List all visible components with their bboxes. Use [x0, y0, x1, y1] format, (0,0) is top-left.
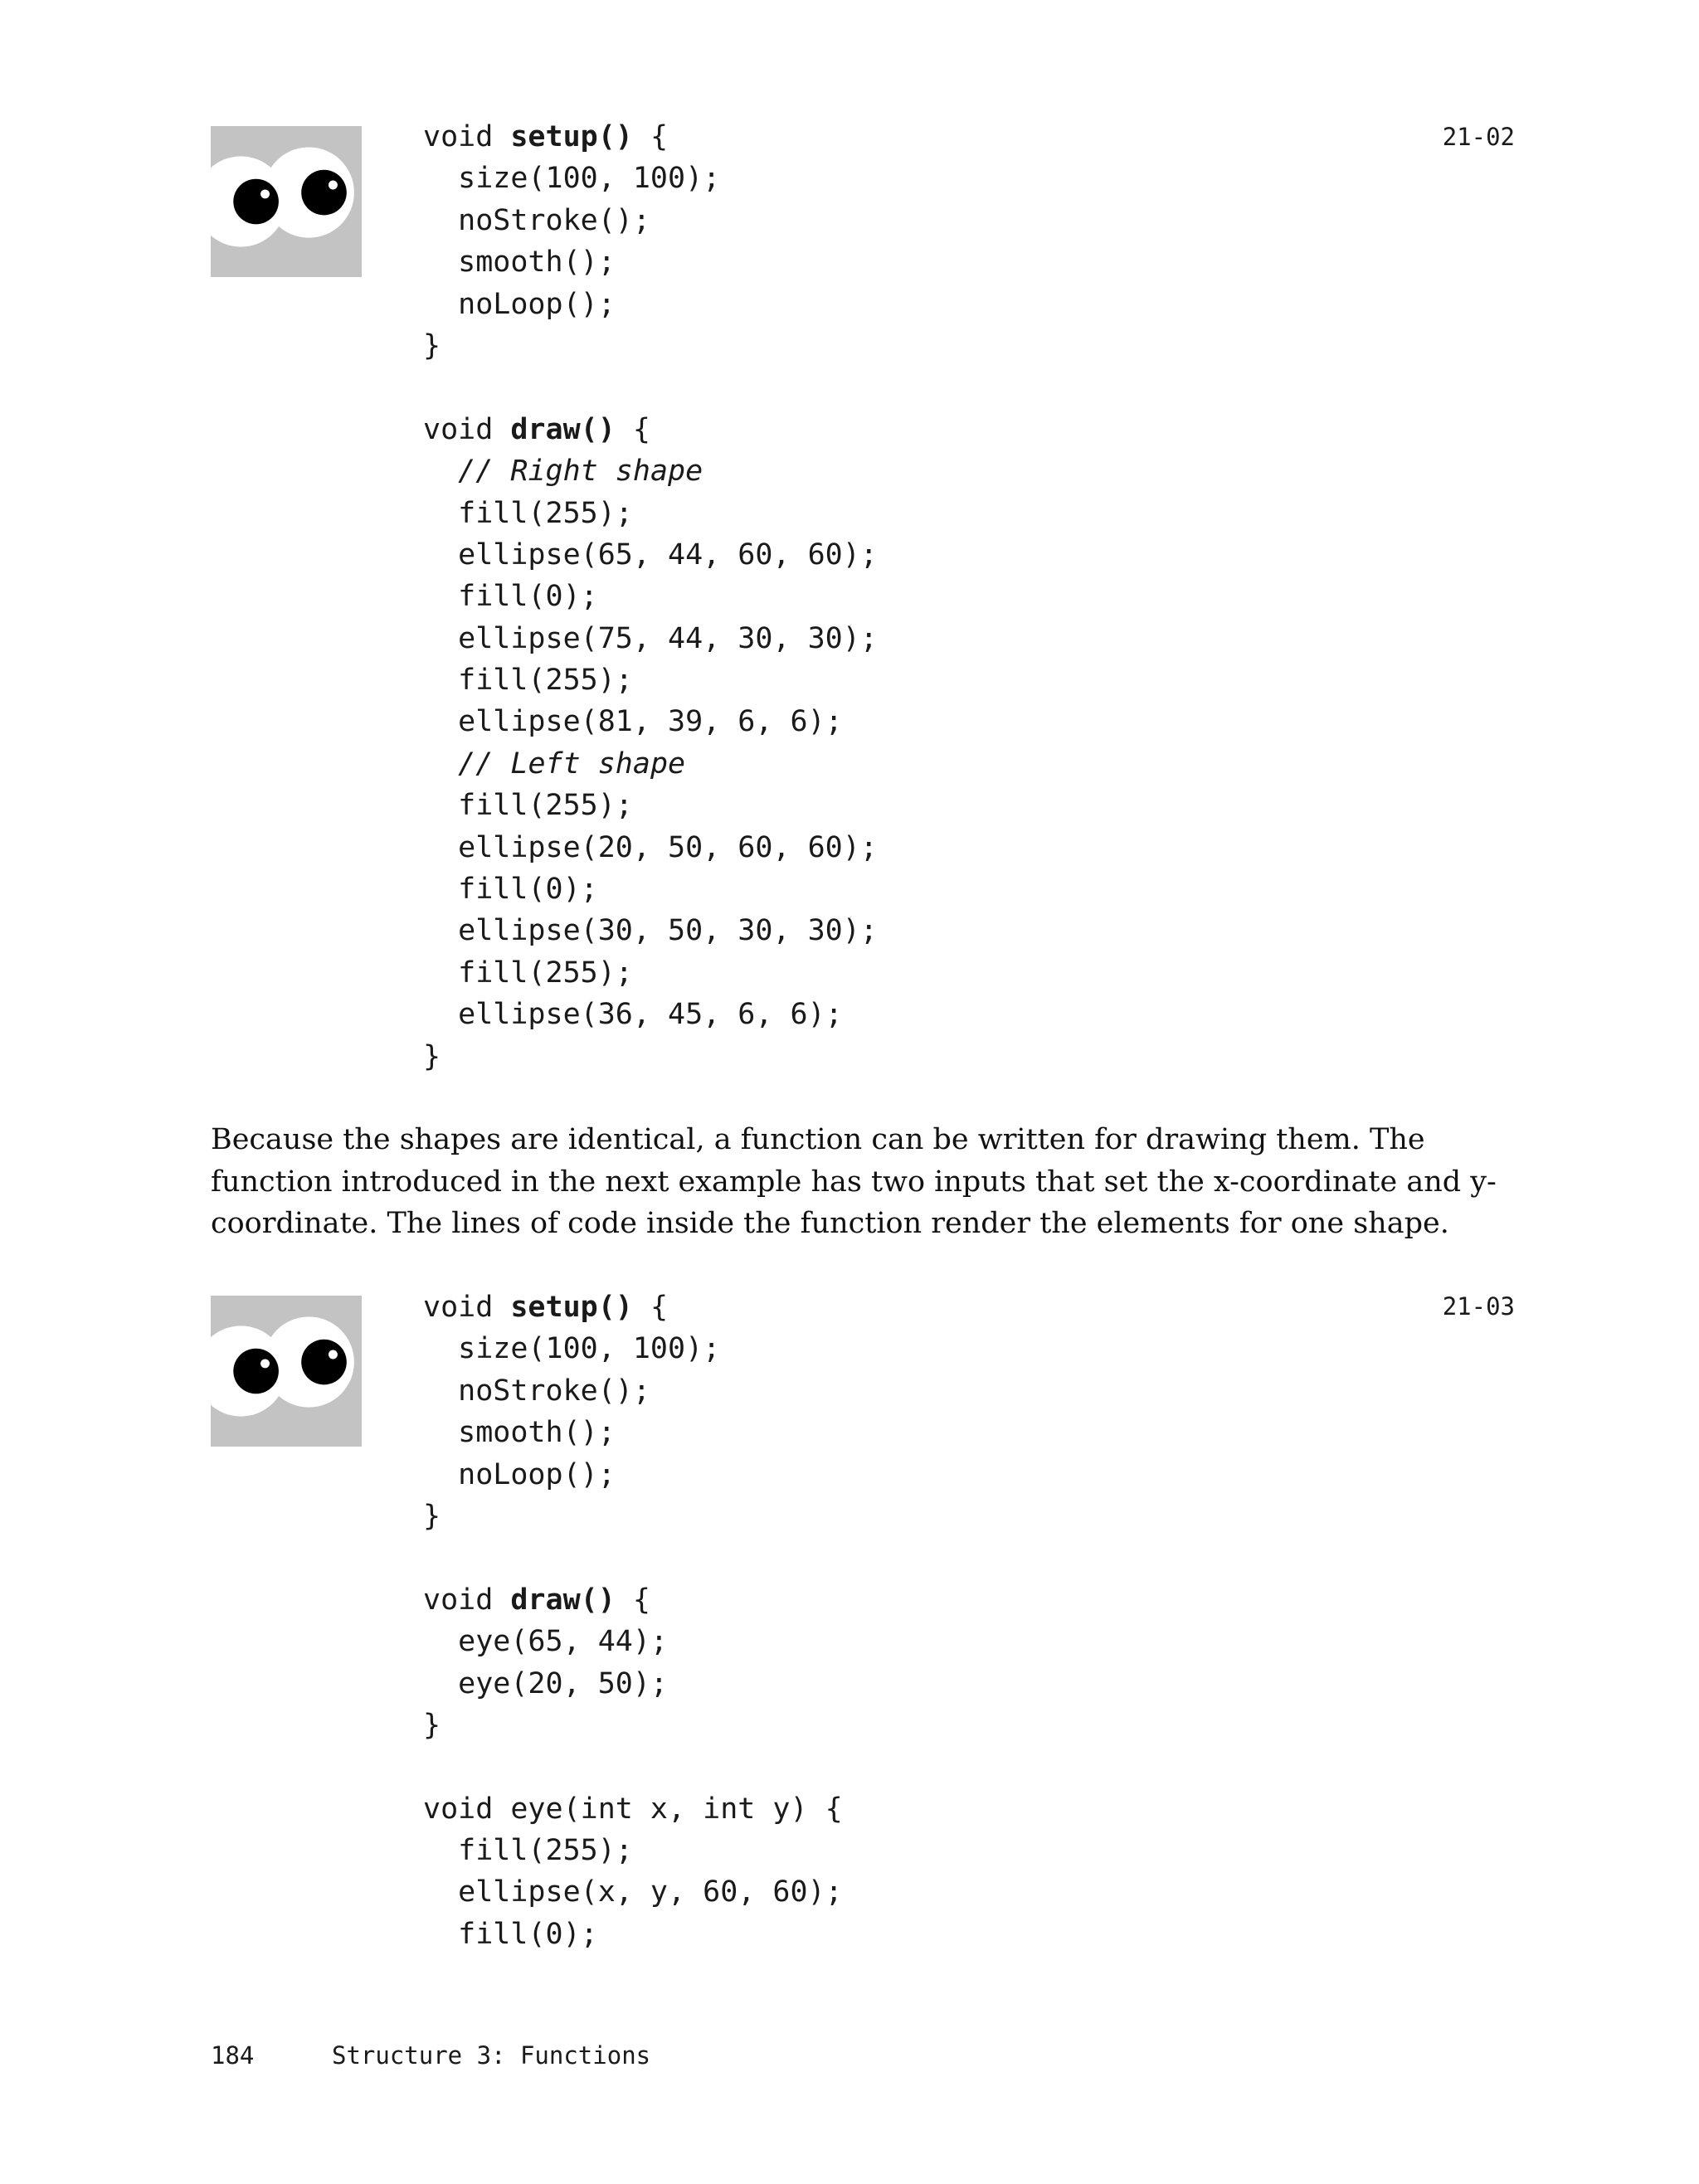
code-text: ellipse(36, 45, 6, 6); — [423, 998, 843, 1032]
paragraph-line: Because the shapes are identical, a function can be written for drawing them. The — [211, 1123, 1425, 1156]
code-line — [423, 618, 878, 659]
code-line — [423, 1454, 843, 1496]
code-line — [423, 200, 878, 241]
code-text: ellipse(75, 44, 30, 30); — [423, 621, 878, 655]
code-text: { — [615, 1583, 650, 1617]
paragraph-line: function introduced in the next example has two inputs that set the x-coordinate and y- — [211, 1165, 1497, 1199]
code-text: eye(20, 50); — [423, 1666, 669, 1700]
code-text: fill(255); — [423, 496, 633, 530]
code-text: noLoop(); — [423, 287, 616, 321]
eyes-sketch-image — [211, 126, 362, 277]
paragraph-line: coordinate. The lines of code inside the function render the elements for one shape. — [211, 1207, 1449, 1240]
code-line — [423, 367, 878, 408]
eyes-sketch-image — [211, 1296, 362, 1447]
code-function-name: setup() — [510, 120, 633, 153]
code-text: void eye(int x, int y) { — [423, 1792, 843, 1826]
code-line — [423, 1830, 843, 1871]
code-text: { — [632, 1291, 669, 1324]
code-text: { — [632, 120, 669, 153]
page-number: 184 — [211, 2041, 255, 2070]
code-text: fill(0); — [423, 1917, 598, 1951]
example-21-02-code — [423, 116, 878, 1077]
code-text: fill(0); — [423, 873, 598, 907]
code-text — [423, 455, 458, 488]
code-line — [423, 827, 878, 868]
code-line — [423, 952, 878, 994]
code-line — [423, 450, 878, 492]
code-line — [423, 994, 878, 1035]
example-21-03-code — [423, 1287, 843, 1955]
code-text: smooth(); — [423, 1416, 616, 1450]
code-text: noStroke(); — [423, 1374, 650, 1408]
code-line — [423, 785, 878, 826]
code-text: eye(65, 44); — [423, 1625, 669, 1659]
code-line — [423, 493, 878, 534]
code-line — [423, 1328, 843, 1369]
code-text — [423, 747, 458, 781]
code-text: noStroke(); — [423, 203, 650, 237]
code-line — [423, 910, 878, 951]
code-line — [423, 576, 878, 617]
code-line — [423, 1537, 843, 1578]
code-comment: // Left shape — [458, 747, 686, 781]
code-text: fill(255); — [423, 789, 633, 823]
code-line — [423, 158, 878, 199]
code-line — [423, 659, 878, 701]
code-function-name: draw() — [510, 412, 616, 446]
code-line — [423, 284, 878, 325]
code-text: fill(255); — [423, 664, 633, 698]
code-line — [423, 1746, 843, 1788]
code-text: void — [423, 1583, 511, 1617]
code-text: ellipse(65, 44, 60, 60); — [423, 537, 878, 572]
code-text: { — [615, 412, 650, 446]
code-text: fill(255); — [423, 1834, 633, 1868]
code-line — [423, 1036, 878, 1077]
code-text: ellipse(81, 39, 6, 6); — [423, 705, 843, 739]
code-text: noLoop(); — [423, 1457, 616, 1491]
example-21-03-output-thumbnail — [211, 1296, 362, 1447]
code-text: } — [423, 1039, 441, 1073]
code-line — [423, 1914, 843, 1955]
running-footer-title: Structure 3: Functions — [332, 2041, 651, 2070]
code-line — [423, 116, 878, 158]
code-line — [423, 1705, 843, 1746]
code-line — [423, 1621, 843, 1662]
code-line — [423, 1579, 843, 1621]
code-text: } — [423, 328, 441, 362]
code-text: fill(0); — [423, 580, 598, 614]
code-text: fill(255); — [423, 956, 633, 990]
example-number-21-02: 21-02 — [1442, 123, 1515, 151]
code-text: void — [423, 120, 511, 153]
code-line — [423, 1496, 843, 1537]
code-line — [423, 1871, 843, 1913]
code-line — [423, 534, 878, 576]
code-comment: // Right shape — [458, 455, 703, 489]
code-line — [423, 743, 878, 785]
code-function-name: setup() — [510, 1291, 633, 1324]
code-line — [423, 1663, 843, 1705]
example-number-21-03: 21-03 — [1442, 1292, 1515, 1321]
code-text: } — [423, 1708, 441, 1742]
code-line — [423, 1788, 843, 1830]
code-text: ellipse(30, 50, 30, 30); — [423, 914, 878, 948]
code-line — [423, 868, 878, 910]
code-text: void — [423, 412, 511, 446]
code-text: size(100, 100); — [423, 162, 721, 196]
code-text: } — [423, 1499, 441, 1533]
code-function-name: draw() — [510, 1583, 616, 1617]
code-text: smooth(); — [423, 246, 616, 280]
example-21-02-output-thumbnail — [211, 126, 362, 277]
code-line — [423, 1287, 843, 1328]
code-line — [423, 1370, 843, 1412]
code-text: ellipse(20, 50, 60, 60); — [423, 830, 878, 864]
code-text: void — [423, 1291, 511, 1324]
code-line — [423, 409, 878, 450]
code-text: size(100, 100); — [423, 1332, 721, 1366]
code-line — [423, 701, 878, 742]
code-line — [423, 1412, 843, 1453]
code-line — [423, 325, 878, 367]
code-line — [423, 241, 878, 283]
body-paragraph — [211, 1119, 1497, 1245]
code-text: ellipse(x, y, 60, 60); — [423, 1875, 843, 1909]
